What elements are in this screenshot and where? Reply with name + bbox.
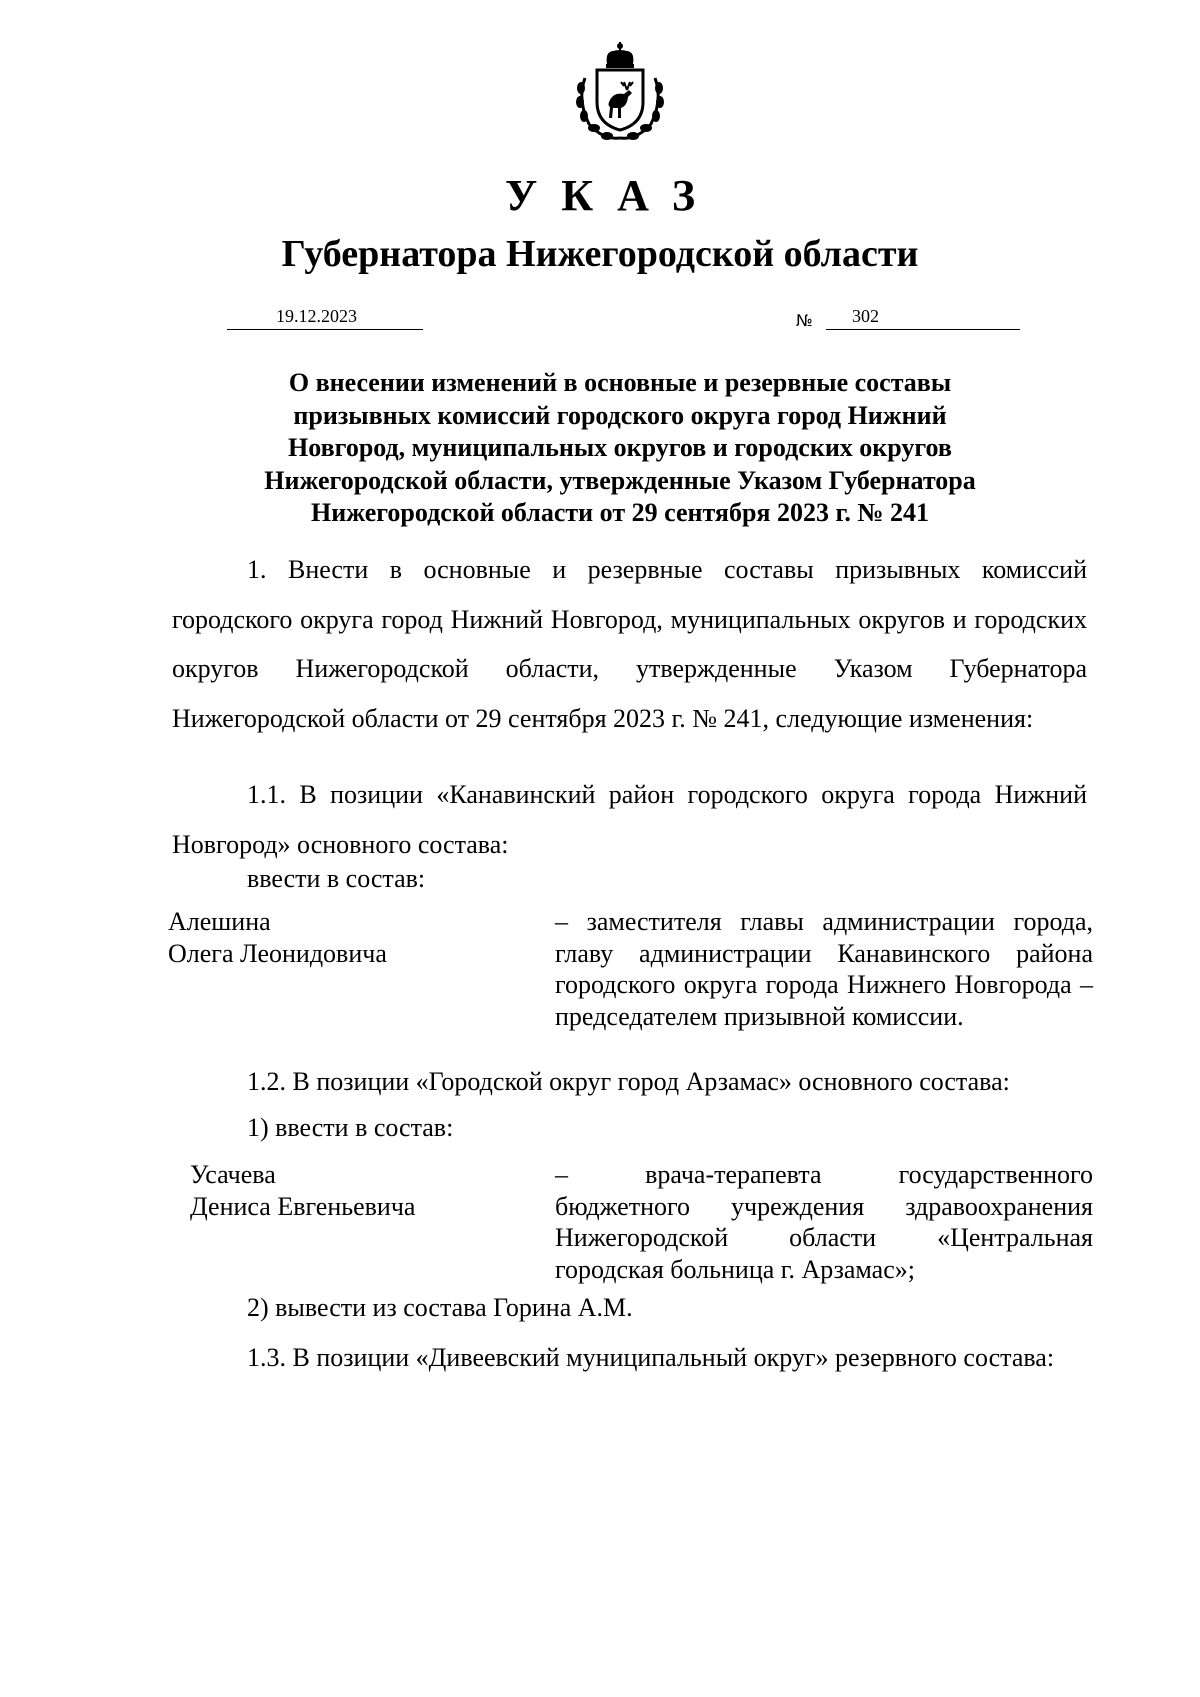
paragraph-1-3: 1.3. В позиции «Дивеевский муниципальный округ» резервного состава: bbox=[247, 1343, 1055, 1372]
issuer-title: Губернатора Нижегородской области bbox=[281, 233, 919, 275]
paragraph-1: 1. Внести в основные и резервные составы призывных комиссий городского округа город Нижний Новгород, муниципальных округов и городских округов Нижегородской области, утвержденные Указом Губернатора Нижегородской области от 29 сентября 2023 г. № 241, следующие изменения: bbox=[172, 555, 1087, 733]
person-name bbox=[190, 1159, 480, 1222]
subject-line: Новгород, муниципальных округов и городских округов bbox=[288, 433, 952, 462]
person-surname: Алешина bbox=[168, 907, 271, 936]
person-duty: – заместителя главы администрации города, главу администрации Канавинского района городского округа города Нижнего Новгорода – председателем призывной комиссии. bbox=[555, 907, 1093, 1031]
document-number: 302 bbox=[852, 306, 879, 326]
subject-line: призывных комиссий городского округа город Нижний bbox=[293, 400, 947, 430]
document-subject bbox=[230, 367, 1010, 530]
person-given-names: Дениса Евгеньевича bbox=[190, 1191, 416, 1221]
nizhny-novgorod-coat-of-arms-icon bbox=[567, 40, 673, 146]
person-surname: Усачева bbox=[190, 1160, 276, 1189]
paragraph-1-1-action: ввести в состав: bbox=[247, 864, 426, 893]
subject-line: Нижегородской области от 29 сентября 2023 г. № 241 bbox=[311, 498, 929, 527]
paragraph-1-2-action-remove: 2) вывести из состава Горина А.М. bbox=[247, 1293, 633, 1322]
paragraph-1-2: 1.2. В позиции «Городской округ город Арзамас» основного состава: bbox=[247, 1067, 1010, 1096]
paragraph-1-1: 1.1. В позиции «Канавинский район городского округа города Нижний Новгород» основного состава: bbox=[172, 780, 1087, 859]
number-field bbox=[826, 307, 1020, 330]
subject-line: О внесении изменений в основные и резервные составы bbox=[288, 368, 952, 397]
person-name bbox=[168, 906, 458, 969]
person-given-names: Олега Леонидовича bbox=[168, 938, 387, 968]
document-type: УКАЗ bbox=[504, 171, 720, 220]
document-date: 19.12.2023 bbox=[276, 306, 357, 326]
paragraph-1-2-action-add: 1) ввести в состав: bbox=[247, 1113, 454, 1142]
date-field bbox=[227, 307, 423, 330]
number-label: № bbox=[796, 311, 813, 330]
subject-line: Нижегородской области, утвержденные Указом Губернатора bbox=[264, 465, 976, 495]
person-duty: – врача-терапевта государственного бюджетного учреждения здравоохранения Нижегородской области «Центральная городская больница г. Арзамас»; bbox=[555, 1160, 1093, 1284]
